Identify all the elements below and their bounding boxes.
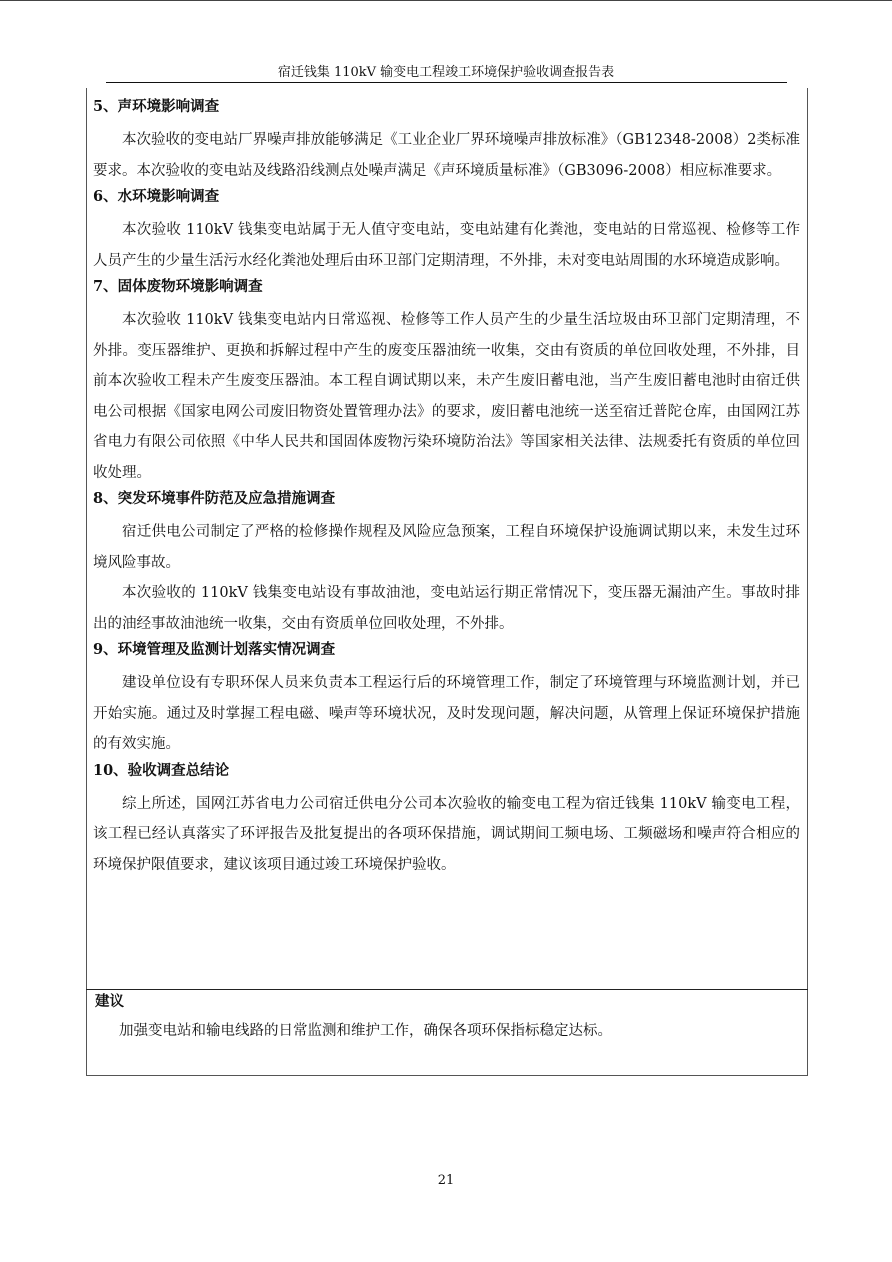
page-number: 21 xyxy=(437,1173,455,1188)
section-conclusion xyxy=(93,760,800,881)
survey-content xyxy=(93,96,800,880)
section-paragraph: 本次验收的 110kV 钱集变电站设有事故油池，变电站运行期正常情况下，变压器无漏油产生。事故时排出的油经事故油池统一收集，交由有资质单位回收处理，不外排。 xyxy=(93,585,800,632)
running-header: 宿迁钱集 110kV 输变电工程竣工环境保护验收调查报告表 xyxy=(277,65,615,80)
section-title: 8、突发环境事件防范及应急措施调查 xyxy=(93,490,336,507)
section-title: 5、声环境影响调查 xyxy=(93,98,220,115)
section-paragraph: 本次验收 110kV 钱集变电站内日常巡视、检修等工作人员产生的少量生活垃圾由环卫部门定期清理，不外排。变压器维护、更换和拆解过程中产生的废变压器油统一收集，交由有资质的单位回收处理，不外排，目前本次验收工程未产生废变压器油。本工程自调试期以来，未产生废旧蓄电池，当产生废旧蓄电池时由宿迁供电公司根据《国家电网公司废旧物资处置管理办法》的要求，废旧蓄电池统一送至宿迁普陀仓库，由国网江苏省电力有限公司依照《中华人民共和国固体废物污染环境防治法》等国家相关法律、法规委托有资质的单位回收处理。 xyxy=(93,312,800,481)
section-title: 10、验收调查总结论 xyxy=(93,761,230,779)
section-title: 7、固体废物环境影响调查 xyxy=(93,278,263,295)
section-paragraph: 建设单位设有专职环保人员来负责本工程运行后的环境管理工作，制定了环境管理与环境监测计划，并已开始实施。通过及时掌握工程电磁、噪声等环境状况，及时发现问题，解决问题，从管理上保证环境保护措施的有效实施。 xyxy=(93,675,800,752)
section-water xyxy=(93,186,800,276)
table-row-divider xyxy=(86,989,808,990)
header-rule xyxy=(106,82,787,83)
section-emergency xyxy=(93,488,800,639)
section-paragraph: 宿迁供电公司制定了严格的检修操作规程及风险应急预案，工程自环境保护设施调试期以来，未发生过环境风险事故。 xyxy=(93,524,800,571)
page-top-border xyxy=(0,0,892,1)
section-paragraph: 本次验收 110kV 钱集变电站属于无人值守变电站，变电站建有化粪池，变电站的日常巡视、检修等工作人员产生的少量生活污水经化粪池处理后由环卫部门定期清理，不外排，未对变电站周围的水环境造成影响。 xyxy=(93,222,800,269)
section-solid-waste xyxy=(93,276,800,488)
suggestion-title: 建议 xyxy=(95,993,124,1010)
section-title: 6、水环境影响调查 xyxy=(93,188,220,205)
section-noise xyxy=(93,96,800,186)
section-management xyxy=(93,639,800,760)
section-paragraph: 综上所述，国网江苏省电力公司宿迁供电分公司本次验收的输变电工程为宿迁钱集 110kV 输变电工程，该工程已经认真落实了环评报告及批复提出的各项环保措施，调试期间工频电场、工频磁场和噪声符合相应的环境保护限值要求，建议该项目通过竣工环境保护验收。 xyxy=(93,795,800,873)
section-paragraph: 本次验收的变电站厂界噪声排放能够满足《工业企业厂界环境噪声排放标准》（GB12348-2008）2类标准要求。本次验收的变电站及线路沿线测点处噪声满足《声环境质量标准》（GB3096-2008）相应标准要求。 xyxy=(93,132,800,179)
suggestion-body: 加强变电站和输电线路的日常监测和维护工作，确保各项环保指标稳定达标。 xyxy=(119,1023,612,1039)
section-title: 9、环境管理及监测计划落实情况调查 xyxy=(93,641,336,658)
